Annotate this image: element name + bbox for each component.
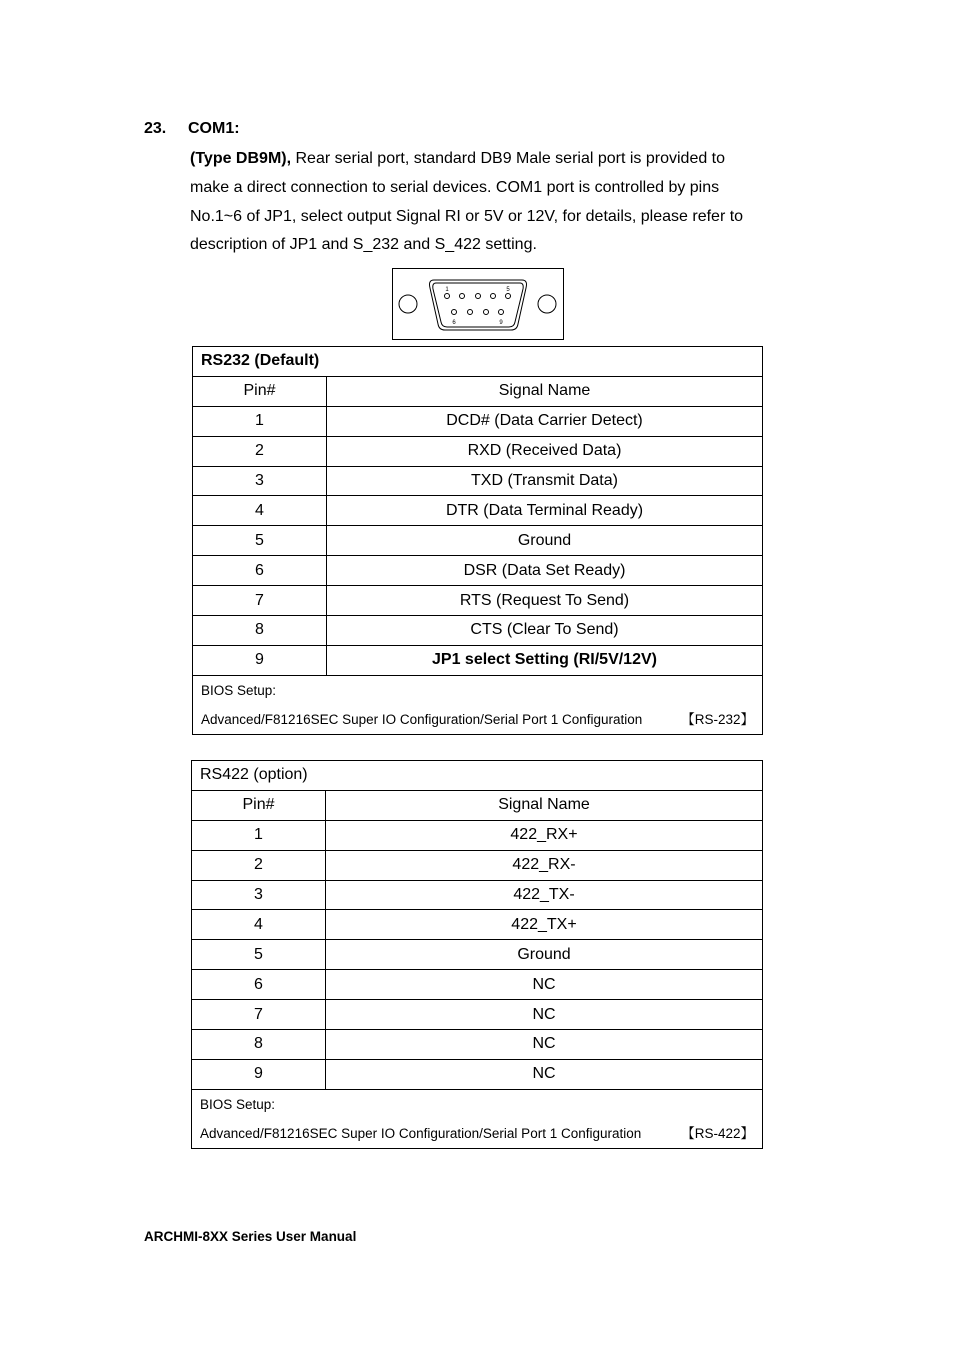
paragraph-line-4: description of JP1 and S_232 and S_422 setting. — [190, 236, 537, 254]
table-row: 4 422_TX+ — [192, 910, 763, 940]
rs232-pin-header: Pin# — [193, 376, 327, 406]
table-row: 3 TXD (Transmit Data) — [193, 466, 763, 496]
connector-pin-label-5: 5 — [506, 287, 510, 293]
paragraph-line-2: make a direct connection to serial devices. COM1 port is controlled by pins — [190, 178, 720, 196]
table-row: 1 422_RX+ — [192, 820, 763, 850]
table-row: 4 DTR (Data Terminal Ready) — [193, 496, 763, 526]
paragraph-line-1: (Type DB9M), Rear serial port, standard DB9 Male serial port is provided to — [190, 150, 726, 167]
rs422-table-title: RS422 (option) — [192, 761, 763, 791]
type-label: (Type DB9M), — [190, 150, 292, 167]
table-row: 2 422_RX- — [192, 850, 763, 880]
connector-pin-label-1: 1 — [445, 287, 449, 293]
page-footer: ARCHMI-8XX Series User Manual — [144, 1229, 357, 1244]
table-row: 8 CTS (Clear To Send) — [193, 616, 763, 646]
table-row: 3 422_TX- — [192, 880, 763, 910]
rs422-signal-header: Signal Name — [326, 790, 763, 820]
db9-connector-diagram — [392, 268, 564, 340]
table-row: 6 DSR (Data Set Ready) — [193, 556, 763, 586]
table-row: 8 NC — [192, 1030, 763, 1060]
bios-value: 【RS-232】 — [681, 711, 754, 727]
rs232-pin-table — [192, 346, 763, 735]
table-row: 5 Ground — [193, 526, 763, 556]
rs232-bios-setup — [193, 675, 763, 734]
rs422-pin-header: Pin# — [192, 790, 326, 820]
table-row: 5 Ground — [192, 940, 763, 970]
description-paragraph — [190, 145, 802, 260]
bios-label: BIOS Setup: — [201, 682, 277, 698]
connector-pin-label-6: 6 — [452, 320, 456, 326]
paragraph-line-3: No.1~6 of JP1, select output Signal RI or 5V or 12V, for details, please refer to — [190, 207, 744, 225]
bios-value: 【RS-422】 — [681, 1125, 754, 1141]
table-row: 2 RXD (Received Data) — [193, 436, 763, 466]
bios-path: Advanced/F81216SEC Super IO Configuration/Serial Port 1 Configuration — [201, 711, 643, 727]
table-row: 1 DCD# (Data Carrier Detect) — [193, 406, 763, 436]
bios-path: Advanced/F81216SEC Super IO Configuration/Serial Port 1 Configuration — [200, 1125, 642, 1141]
table-row: 6 NC — [192, 970, 763, 1000]
rs232-table-title: RS232 (Default) — [193, 347, 763, 377]
section-number: 23. — [144, 120, 167, 137]
table-row: 9 JP1 select Setting (RI/5V/12V) — [193, 645, 763, 675]
bios-label: BIOS Setup: — [200, 1096, 276, 1112]
rs232-signal-header: Signal Name — [327, 376, 763, 406]
table-row: 9 NC — [192, 1059, 763, 1089]
rs422-bios-setup — [192, 1089, 763, 1148]
rs422-pin-table — [191, 760, 763, 1149]
table-row: 7 RTS (Request To Send) — [193, 586, 763, 616]
connector-pin-label-9: 9 — [499, 320, 503, 326]
section-heading — [144, 120, 240, 138]
section-title: COM1: — [188, 120, 240, 137]
table-row: 7 NC — [192, 1000, 763, 1030]
